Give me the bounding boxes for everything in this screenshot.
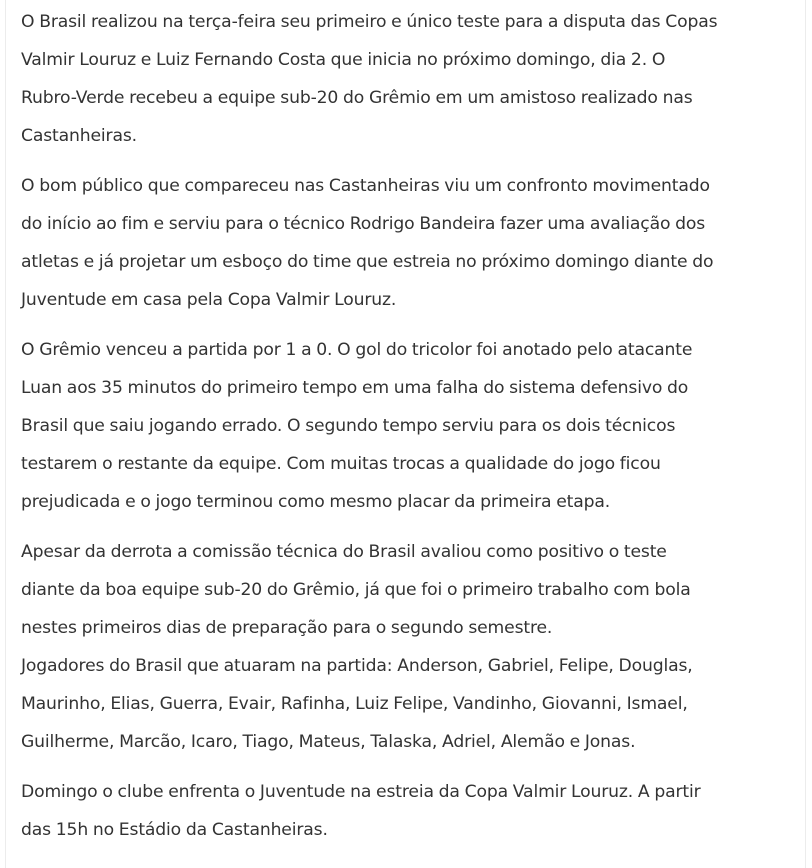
paragraph-line: Guilherme, Marcão, Icaro, Tiago, Mateus, Talaska, Adriel, Alemão e Jonas. (21, 732, 636, 752)
paragraph-line: Jogadores do Brasil que atuaram na partida: Anderson, Gabriel, Felipe, Douglas, (21, 656, 693, 676)
paragraph-line: nestes primeiros dias de preparação para o segundo semestre. (21, 618, 553, 638)
paragraph-line: Luan aos 35 minutos do primeiro tempo em uma falha do sistema defensivo do (21, 378, 689, 398)
paragraph-line: Valmir Louruz e Luiz Fernando Costa que inicia no próximo domingo, dia 2. O (21, 50, 666, 70)
article-body (21, 3, 803, 861)
paragraph-line: Castanheiras. (21, 126, 137, 146)
paragraph-public-and-coach (21, 167, 803, 319)
paragraph-line: O bom público que compareceu nas Castanheiras viu um confronto movimentado (21, 176, 710, 196)
paragraph-next-match (21, 773, 803, 849)
paragraph-line: diante da boa equipe sub-20 do Grêmio, já que foi o primeiro trabalho com bola (21, 580, 691, 600)
paragraph-match-result (21, 331, 803, 521)
paragraph-line: Domingo o clube enfrenta o Juventude na estreia da Copa Valmir Louruz. A partir (21, 782, 701, 802)
paragraph-line: O Brasil realizou na terça-feira seu primeiro e único teste para a disputa das Copas (21, 12, 718, 32)
paragraph-line: atletas e já projetar um esboço do time que estreia no próximo domingo diante do (21, 252, 714, 272)
paragraph-line: O Grêmio venceu a partida por 1 a 0. O gol do tricolor foi anotado pelo atacante (21, 340, 693, 360)
paragraph-evaluation-and-players (21, 533, 803, 761)
paragraph-line: Brasil que saiu jogando errado. O segundo tempo serviu para os dois técnicos (21, 416, 676, 436)
paragraph-line: Juventude em casa pela Copa Valmir Louruz. (21, 290, 397, 310)
paragraph-line: Apesar da derrota a comissão técnica do Brasil avaliou como positivo o teste (21, 542, 667, 562)
paragraph-line: testarem o restante da equipe. Com muitas trocas a qualidade do jogo ficou (21, 454, 661, 474)
paragraph-test-announcement (21, 3, 803, 155)
paragraph-line: prejudicada e o jogo terminou como mesmo placar da primeira etapa. (21, 492, 611, 512)
paragraph-line: Rubro-Verde recebeu a equipe sub-20 do Grêmio em um amistoso realizado nas (21, 88, 693, 108)
paragraph-line: do início ao fim e serviu para o técnico Rodrigo Bandeira fazer uma avaliação dos (21, 214, 706, 234)
paragraph-line: Maurinho, Elias, Guerra, Evair, Rafinha, Luiz Felipe, Vandinho, Giovanni, Ismael, (21, 694, 688, 714)
paragraph-line: das 15h no Estádio da Castanheiras. (21, 820, 328, 840)
article-page (5, 0, 806, 868)
